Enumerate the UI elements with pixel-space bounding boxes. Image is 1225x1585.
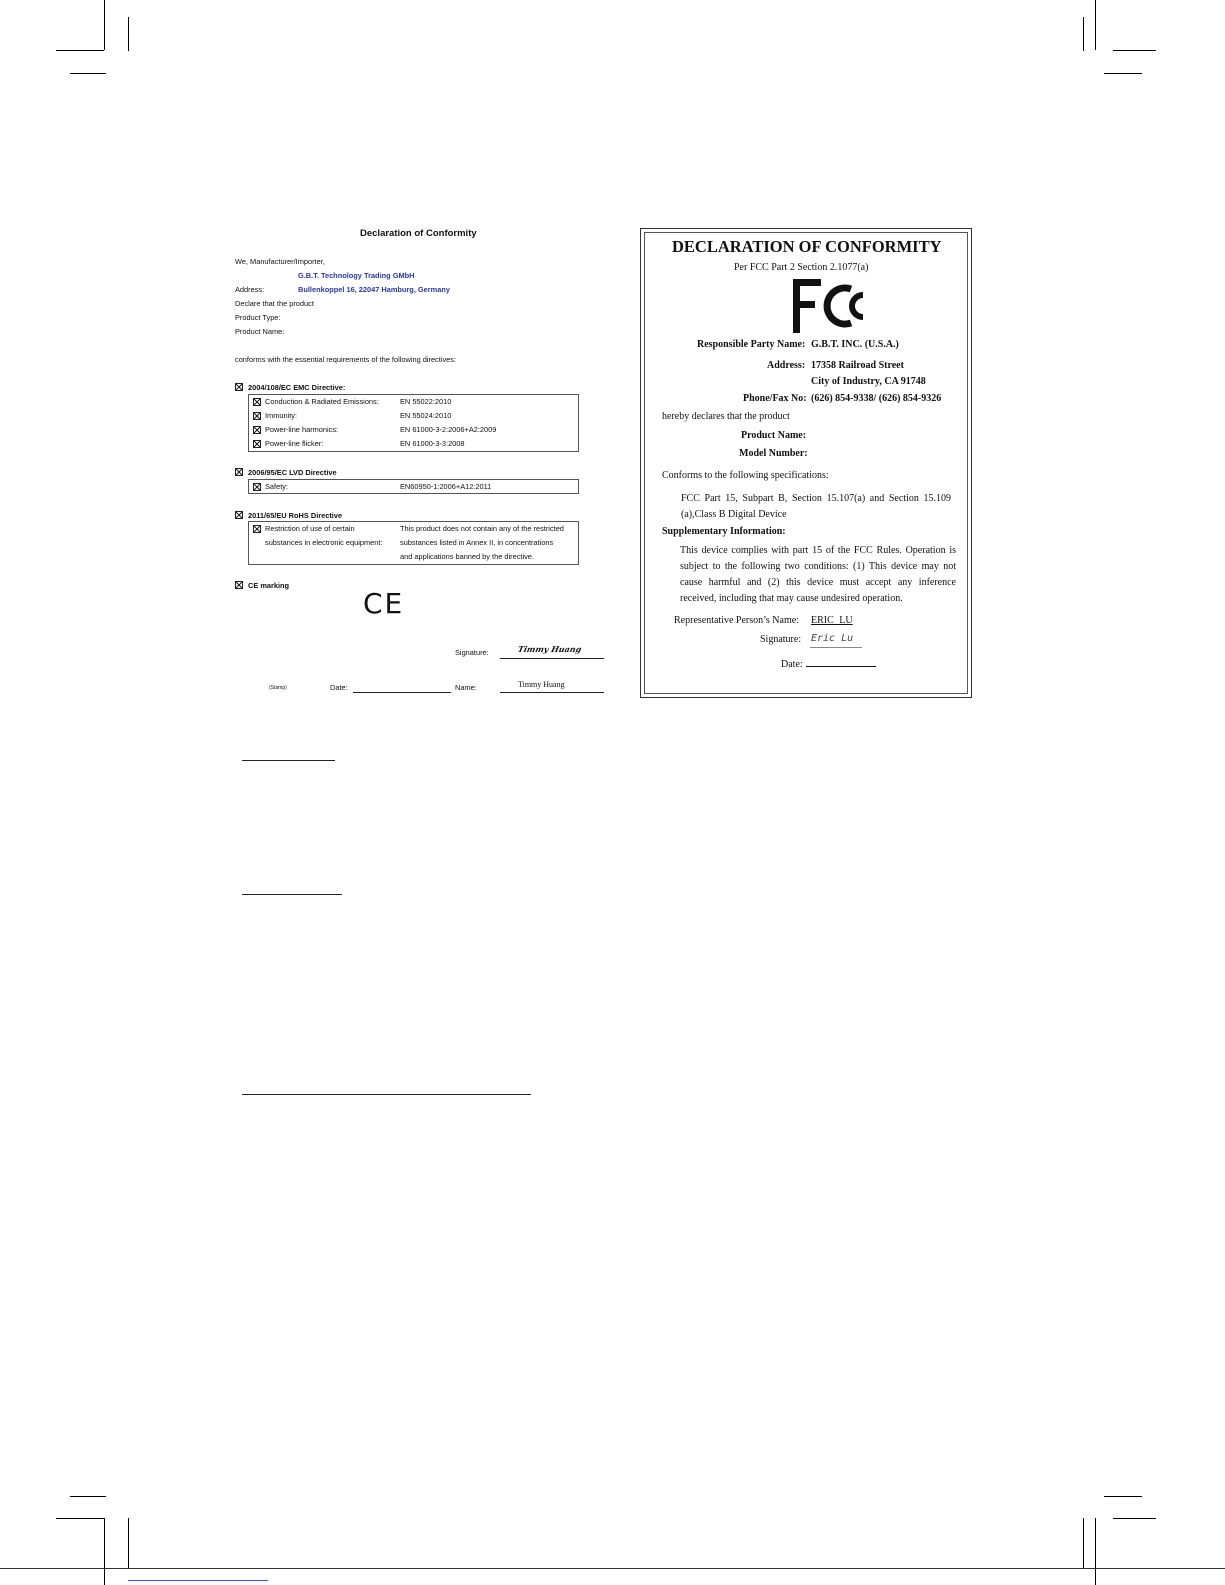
fcc-product-name-label: Product Name: <box>741 430 807 441</box>
supplementary-heading: Supplementary Information: <box>662 526 786 537</box>
crop-mark <box>104 0 105 50</box>
fcc-title: DECLARATION OF CONFORMITY <box>672 237 942 256</box>
checkbox-checked-icon <box>235 511 243 519</box>
name-label: Name: <box>455 683 477 692</box>
crop-mark <box>70 1496 106 1497</box>
phone-value: (626) 854-9338/ (626) 854-9326 <box>811 393 942 404</box>
crop-mark <box>1095 0 1096 50</box>
fcc-handwritten-signature: Eric Lu <box>811 633 854 644</box>
fcc-signature-line <box>810 647 862 648</box>
crop-mark <box>56 50 104 51</box>
emc-row-label: Power-line flicker: <box>265 439 324 448</box>
crop-mark <box>1104 1496 1142 1497</box>
checkbox-checked-icon <box>235 383 243 391</box>
hereby-text: hereby declares that the product <box>662 411 790 422</box>
fcc-address-label: Address: <box>767 360 806 371</box>
stamp-label: (Stamp) <box>269 685 287 691</box>
underline-rule <box>242 894 342 895</box>
eu-title: Declaration of Conformity <box>360 228 477 239</box>
checkbox-checked-icon <box>253 426 261 434</box>
product-name-label: Product Name: <box>235 327 285 336</box>
crop-mark <box>128 17 129 51</box>
rohs-value-line: and applications banned by the directive. <box>400 552 534 561</box>
emc-row-value: EN 55022:2010 <box>400 397 452 406</box>
name-line <box>500 692 604 693</box>
checkbox-checked-icon <box>235 468 243 476</box>
underline-rule <box>242 760 335 761</box>
crop-mark <box>1113 50 1156 51</box>
emc-row-label: Immunity: <box>265 411 298 420</box>
supplementary-text: This device complies with part 15 of the FCC Rules. Operation is subject to the following two conditions: (1) This device may not cause harmful and (2) this device must accept any inference received, including that may cause undesired operation. <box>680 545 956 604</box>
phone-label: Phone/Fax No: <box>743 393 807 404</box>
crop-mark <box>56 1518 104 1519</box>
signature-label: Signature: <box>455 648 489 657</box>
crop-mark <box>104 1518 105 1585</box>
responsible-party-value: G.B.T. INC. (U.S.A.) <box>811 339 899 350</box>
checkbox-checked-icon <box>253 483 261 491</box>
crop-mark <box>1113 1518 1156 1519</box>
fcc-declaration <box>644 232 968 694</box>
fcc-signature-label: Signature: <box>760 634 802 645</box>
fcc-spec-text: FCC Part 15, Subpart B, Section 15.107(a) and Section 15.109 (a),Class B Digital Device <box>681 493 951 520</box>
responsible-party-label: Responsible Party Name: <box>697 339 806 350</box>
address-label: Address: <box>235 285 265 294</box>
rohs-label-line: substances in electronic equipment: <box>265 538 383 547</box>
emc-row-label: Conduction & Radiated Emissions: <box>265 397 379 406</box>
rohs-value-line: substances listed in Annex II, in concentrations <box>400 538 554 547</box>
fcc-logo-icon <box>791 277 871 335</box>
crop-mark <box>70 73 106 74</box>
manufacturer-label: We, Manufacturer/Importer, <box>235 257 325 266</box>
ce-mark-icon: CE <box>363 587 405 620</box>
bottom-bleed-line <box>0 1568 1225 1569</box>
lvd-value: EN60950-1:2006+A12:2011 <box>400 482 492 491</box>
representative-label: Representative Person’s Name: <box>674 615 799 626</box>
crop-mark <box>1083 1518 1084 1568</box>
fcc-conforms-text: Conforms to the following specifications: <box>662 470 829 481</box>
representative-value: ERIC LU <box>811 615 853 626</box>
fcc-date-label: Date: <box>781 659 803 670</box>
crop-mark <box>128 1518 129 1568</box>
crop-mark <box>1083 17 1084 51</box>
bottom-link-underline <box>128 1580 268 1581</box>
crop-mark <box>1095 1518 1096 1585</box>
fcc-model-number-label: Model Number: <box>739 448 808 459</box>
fcc-date-line <box>806 666 876 667</box>
checkbox-checked-icon <box>253 440 261 448</box>
underline-rule <box>242 1094 531 1095</box>
rohs-label-line: Restriction of use of certain <box>265 524 355 533</box>
signature-line <box>500 658 604 659</box>
declare-text: Declare that the product <box>235 299 314 308</box>
checkbox-checked-icon <box>253 525 261 533</box>
lvd-heading: 2006/95/EC LVD Directive <box>248 468 337 477</box>
ce-heading: CE marking <box>248 581 290 590</box>
company-name: G.B.T. Technology Trading GMbH <box>298 271 415 280</box>
emc-heading: 2004/108/EC EMC Directive: <box>248 383 346 392</box>
fcc-address-line2: City of Industry, CA 91748 <box>811 376 926 387</box>
date-label: Date: <box>330 683 348 692</box>
emc-row-value: EN 61000-3-2:2006+A2:2009 <box>400 425 497 434</box>
eu-declaration <box>235 225 615 700</box>
name-value: Timmy Huang <box>518 680 565 689</box>
product-type-label: Product Type: <box>235 313 281 322</box>
checkbox-checked-icon <box>235 581 243 589</box>
rohs-heading: 2011/65/EU RoHS Directive <box>248 511 343 520</box>
checkbox-checked-icon <box>253 412 261 420</box>
handwritten-signature: Timmy Huang <box>516 644 583 654</box>
fcc-address-line1: 17358 Railroad Street <box>811 360 904 371</box>
conforms-text: conforms with the essential requirements of the following directives: <box>235 355 457 364</box>
rohs-value-line: This product does not contain any of the restricted <box>400 524 564 533</box>
emc-row-value: EN 61000-3-3:2008 <box>400 439 465 448</box>
address-value: Bullenkoppel 16, 22047 Hamburg, Germany <box>298 285 450 294</box>
emc-row-value: EN 55024:2010 <box>400 411 452 420</box>
crop-mark <box>1104 73 1142 74</box>
fcc-subtitle: Per FCC Part 2 Section 2.1077(a) <box>734 262 869 273</box>
checkbox-checked-icon <box>253 398 261 406</box>
lvd-label: Safety: <box>265 482 289 491</box>
emc-row-label: Power-line harmonics: <box>265 425 339 434</box>
date-line <box>353 692 451 693</box>
